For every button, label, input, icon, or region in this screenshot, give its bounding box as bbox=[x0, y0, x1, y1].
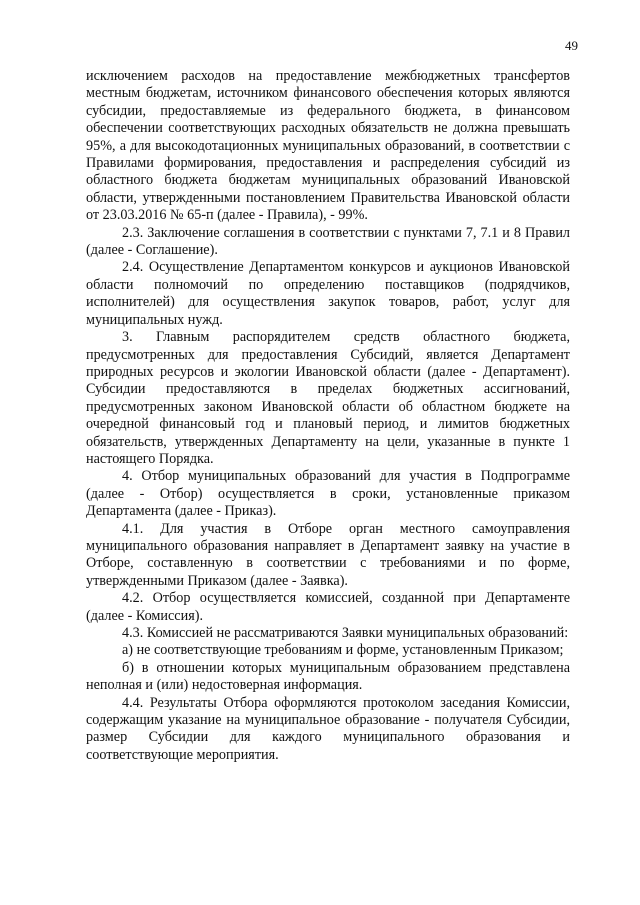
paragraph-4-3-b: б) в отношении которых муниципальным образованием представлена неполная и (или) недостоверная информация. bbox=[86, 659, 570, 694]
paragraph-4-3-a: а) не соответствующие требованиям и форме, установленным Приказом; bbox=[122, 642, 564, 659]
paragraph-4-3: 4.3. Комиссией не рассматриваются Заявки муниципальных образований: bbox=[122, 625, 569, 641]
paragraph-4: 4. Отбор муниципальных образований для участия в Подпрограмме (далее - Отбор) осуществляется в сроки, установленные приказом Департамента (далее - Приказ). bbox=[86, 468, 570, 520]
page-number: 49 bbox=[565, 38, 578, 53]
paragraph-4-1: 4.1. Для участия в Отборе орган местного самоуправления муниципального образования направляет в Департамент заявку на участие в Отборе, составленную в соответствии с требованиями и по форме, утвержденными Приказом (далее - Заявка). bbox=[86, 520, 570, 589]
paragraph-4-2: 4.2. Отбор осуществляется комиссией, созданной при Департаменте (далее - Комиссия). bbox=[86, 590, 570, 624]
paragraph-continuation: исключением расходов на предоставление межбюджетных трансфертов местным бюджетам, источником финансового обеспечения которых являются субсидии, предоставляемые из федерального бюджета, в финансовом обеспечении соответствующих расходных обязательств не должна превышать 95%, а для высокодотационных муниципальных образований, в соответствии с Правилами формирования, предоставления и распределения субсидий из областного бюджета бюджетам муниципальных образований Ивановской области, утвержденными постановлением Правительства Ивановской области от 23.03.2016 № 65-п (далее - Правила), - 99%. bbox=[86, 68, 570, 224]
paragraph-2-4: 2.4. Осуществление Департаментом конкурсов и аукционов Ивановской области полномочий по определению поставщиков (подрядчиков, исполнителей) для осуществления закупок товаров, работ, услуг для муниципальных нужд. bbox=[86, 259, 570, 328]
paragraph-3: 3. Главным распорядителем средств областного бюджета, предусмотренных для предоставления Субсидий, является Департамент природных ресурсов и экологии Ивановской области (далее - Департамент). Субсидии предоставляются в пределах бюджетных ассигнований, предусмотренных законом Ивановской области об областном бюджете на очередной финансовый год и плановый период, и лимитов бюджетных обязательств, утвержденных Департаменту на цели, указанные в пункте 1 настоящего Порядка. bbox=[86, 329, 570, 467]
paragraph-2-3: 2.3. Заключение соглашения в соответствии с пунктами 7, 7.1 и 8 Правил (далее - Соглашение). bbox=[86, 224, 570, 259]
paragraph-4-4: 4.4. Результаты Отбора оформляются протоколом заседания Комиссии, содержащим указание на муниципальное образование - получателя Субсидии, размер Субсидии для каждого муниципального образования и соответствующие мероприятия. bbox=[86, 694, 570, 763]
document-body bbox=[86, 68, 570, 764]
